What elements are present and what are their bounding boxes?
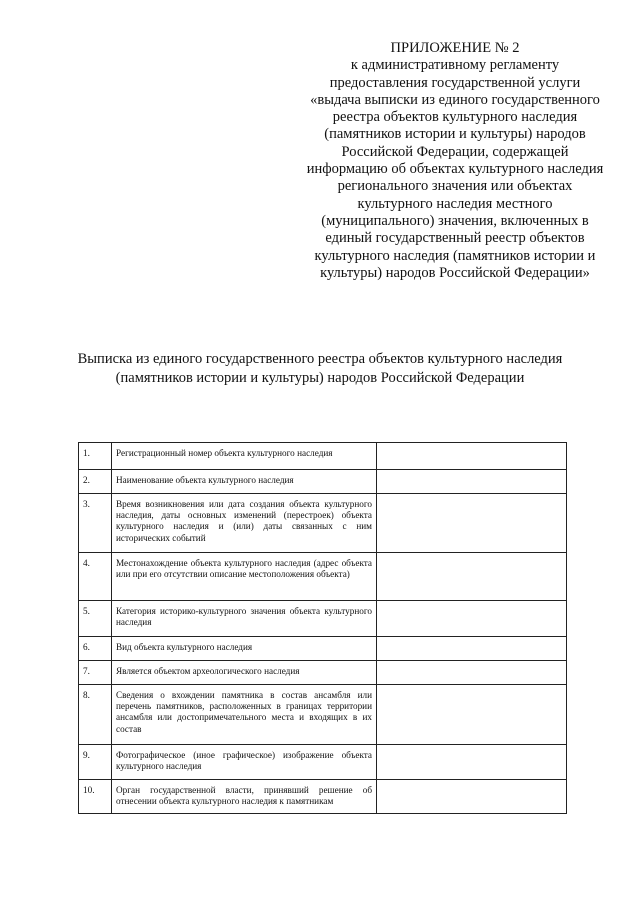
row-label: Фотографическое (иное графическое) изображение объекта культурного наследия [112,745,377,780]
header-line: Российской Федерации, содержащей [341,143,569,160]
row-label: Категория историко-культурного значения объекта культурного наследия [112,601,377,637]
row-label: Наименование объекта культурного наследия [112,470,377,494]
row-label: Вид объекта культурного наследия [112,637,377,661]
row-number: 9. [79,745,112,780]
row-number: 6. [79,637,112,661]
header-line: регионального значения или объектах [337,178,573,195]
header-line: предоставления государственной услуги [329,74,581,91]
row-value [377,443,567,470]
header-line: ПРИЛОЖЕНИЕ № 2 [390,40,520,56]
document-title-line: (памятников истории и культуры) народов Российской Федерации [115,370,525,386]
row-number: 1. [79,443,112,470]
table-row [79,494,567,553]
table-row [79,443,567,470]
row-value [377,601,567,637]
row-number: 5. [79,601,112,637]
document-title [0,350,640,388]
register-extract-table [78,442,567,814]
row-value [377,553,567,601]
header-line: к административному регламенту [350,57,560,74]
appendix-header [270,40,640,282]
header-line: реестра объектов культурного наследия [332,109,578,126]
table-row [79,685,567,745]
row-number: 3. [79,494,112,553]
table-row [79,780,567,814]
table-row [79,553,567,601]
row-label: Регистрационный номер объекта культурного наследия [112,443,377,470]
row-number: 2. [79,470,112,494]
row-label: Орган государственной власти, принявший решение об отнесении объекта культурного наследия к памятникам [112,780,377,814]
row-value [377,470,567,494]
document-title-line: Выписка из единого государственного реестра объектов культурного наследия [77,351,563,367]
row-label: Местонахождение объекта культурного наследия (адрес объекта или при его отсутствии описание местоположения объекта) [112,553,377,601]
table-row [79,470,567,494]
row-value [377,685,567,745]
header-line: (памятников истории и культуры) народов [324,126,586,143]
row-value [377,745,567,780]
row-number: 7. [79,661,112,685]
row-label: Является объектом археологического наследия [112,661,377,685]
row-number: 4. [79,553,112,601]
row-label: Сведения о вхождении памятника в состав ансамбля или перечень памятников, расположенных в границах территории ансамбля или достопримечательного места и входящих в их состав [112,685,377,745]
row-label: Время возникновения или дата создания объекта культурного наследия, даты основных изменений (перестроек) объекта культурного наследия и (или) даты связанных с ним исторических событий [112,494,377,553]
header-line: культурного наследия (памятников истории и [314,247,596,264]
table-row [79,601,567,637]
row-value [377,780,567,814]
table-row [79,745,567,780]
header-line: «выдача выписки из единого государственного [310,91,600,108]
row-value [377,661,567,685]
row-value [377,637,567,661]
row-value [377,494,567,553]
row-number: 10. [79,780,112,814]
table-row [79,637,567,661]
row-number: 8. [79,685,112,745]
header-line: культуры) народов Российской Федерации» [320,264,590,281]
header-line: (муниципального) значения, включенных в [321,212,589,229]
header-line: культурного наследия местного [357,195,553,212]
header-line: единый государственный реестр объектов [325,230,585,247]
header-line: информацию об объектах культурного наследия [306,161,604,178]
table-row [79,661,567,685]
